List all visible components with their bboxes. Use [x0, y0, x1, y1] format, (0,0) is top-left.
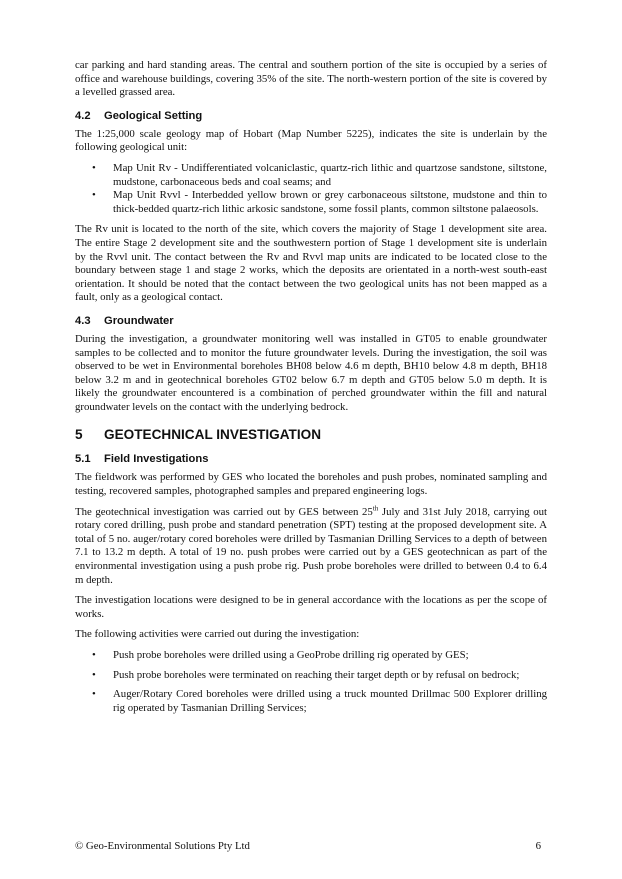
list-item: [75, 189, 547, 216]
document-page: [75, 59, 547, 722]
geology-intro-paragraph: The 1:25,000 scale geology map of Hobart (Map Number 5225), indicates the site is underlain by the following geological unit:: [75, 127, 547, 154]
section-number: 4.3: [75, 314, 91, 327]
list-item: [75, 162, 547, 189]
bullet-icon: •: [92, 161, 96, 174]
bullet-icon: •: [92, 668, 96, 681]
activities-intro-paragraph: The following activities were carried out during the investigation:: [75, 628, 360, 641]
geology-unit-list: [75, 162, 547, 216]
list-item: [75, 688, 547, 715]
section-heading-4-3: [75, 314, 547, 328]
copyright-notice: © Geo-Environmental Solutions Pty Ltd: [75, 840, 250, 852]
section-title: Field Investigations: [104, 453, 209, 466]
bullet-icon: •: [92, 688, 96, 701]
section-title: Groundwater: [104, 314, 174, 327]
section-number: 5.1: [75, 453, 91, 466]
activities-list: [75, 649, 547, 715]
bullet-icon: •: [92, 189, 96, 202]
list-item-text: Auger/Rotary Cored boreholes were drilled using a truck mounted Drillmac 500 Explorer drilling rig operated by Tasmanian Drilling Services;: [113, 688, 547, 714]
list-item-text: Map Unit Rv - Undifferentiated volcaniclastic, quartz-rich lithic and quartzose sandstone, siltstone, mudstone, carbonaceous beds and coal seams; and: [113, 161, 547, 188]
list-item-text: Push probe boreholes were drilled using a GeoProbe drilling rig operated by GES;: [113, 649, 469, 661]
list-item: [75, 649, 547, 663]
investigation-paragraph: [75, 506, 547, 588]
section-number: 5: [75, 427, 83, 443]
section-title: GEOTECHNICAL INVESTIGATION: [104, 427, 322, 443]
section-heading-5: [75, 426, 547, 443]
section-heading-4-2: [75, 109, 547, 123]
page-number: 6: [535, 840, 541, 852]
investigation-text-end: July and 31st July 2018, carrying out rotary cored drilling, push probe and standard penetration (SPT) testing at the proposed development site. A total of 5 no. auger/rotary cored boreholes were drilled by Tasmanian Drilling Services to a depth of between 7.1 to 13.2 m depth. A total of 19 no. push probes were carried out by a GES geotechnican as part of the environmental investigation using a push probe rig. Push probe boreholes were drilled to between 0.4 to 6.4 m depth.: [75, 505, 547, 586]
section-number: 4.2: [75, 109, 91, 122]
list-item-text: Map Unit Rvvl - Interbedded yellow brown or grey carbonaceous siltstone, mudstone and thin to thick-bedded quartz-rich lithic arkosic sandstone, some fossil plants, common siltstone palaeosols.: [113, 189, 547, 215]
investigation-text-start: The geotechnical investigation was carried out by GES between 25: [75, 505, 373, 518]
section-title: Geological Setting: [104, 109, 203, 122]
bullet-icon: •: [92, 649, 96, 661]
section-heading-5-1: [75, 452, 547, 466]
fieldwork-paragraph: The fieldwork was performed by GES who located the boreholes and push probes, nominated sampling and testing, recovered samples, photographed samples and prepared engineering logs.: [75, 471, 547, 498]
intro-paragraph: car parking and hard standing areas. The central and southern portion of the site is occupied by a series of office and warehouse buildings, covering 35% of the site. The north-western portion of the site is covered by a levelled grassed area.: [75, 59, 547, 99]
locations-paragraph: The investigation locations were designed to be in general accordance with the locations as per the scope of works.: [75, 594, 547, 620]
date-superscript: th: [372, 504, 379, 513]
geology-contact-paragraph: The Rv unit is located to the north of the site, which covers the majority of Stage 1 development site area. The entire Stage 2 development site and the southwestern portion of Stage 1 development site is underlain by the Rvvl unit. The contact between the Rv and Rvvl map units are indicated to be located close to the boundary between stage 1 and stage 2 works, which the deposits are orientated in a north-west south-east orientation. It should be noted that the contact between the two geological units has not been mapped as a fault, only as a geological contact.: [75, 223, 547, 304]
page-footer: [75, 840, 547, 854]
list-item-text: Push probe boreholes were terminated on reaching their target depth or by refusal on bedrock;: [113, 668, 520, 681]
groundwater-paragraph: During the investigation, a groundwater monitoring well was installed in GT05 to enable groundwater samples to be collected and to monitor the future groundwater levels. During the investigation, the soil was observed to be wet in Environmental boreholes BH08 below 4.6 m depth, BH10 below 4.8 m depth, BH18 below 3.2 m and in geotechnical boreholes GT02 below 6.7 m depth and GT05 below 5.0 m depth. It is likely the groundwater encountered is a combination of perched groundwater within the fill and natural groundwater levels on the contact with the underlying bedrock.: [75, 332, 547, 413]
list-item: [75, 669, 547, 683]
